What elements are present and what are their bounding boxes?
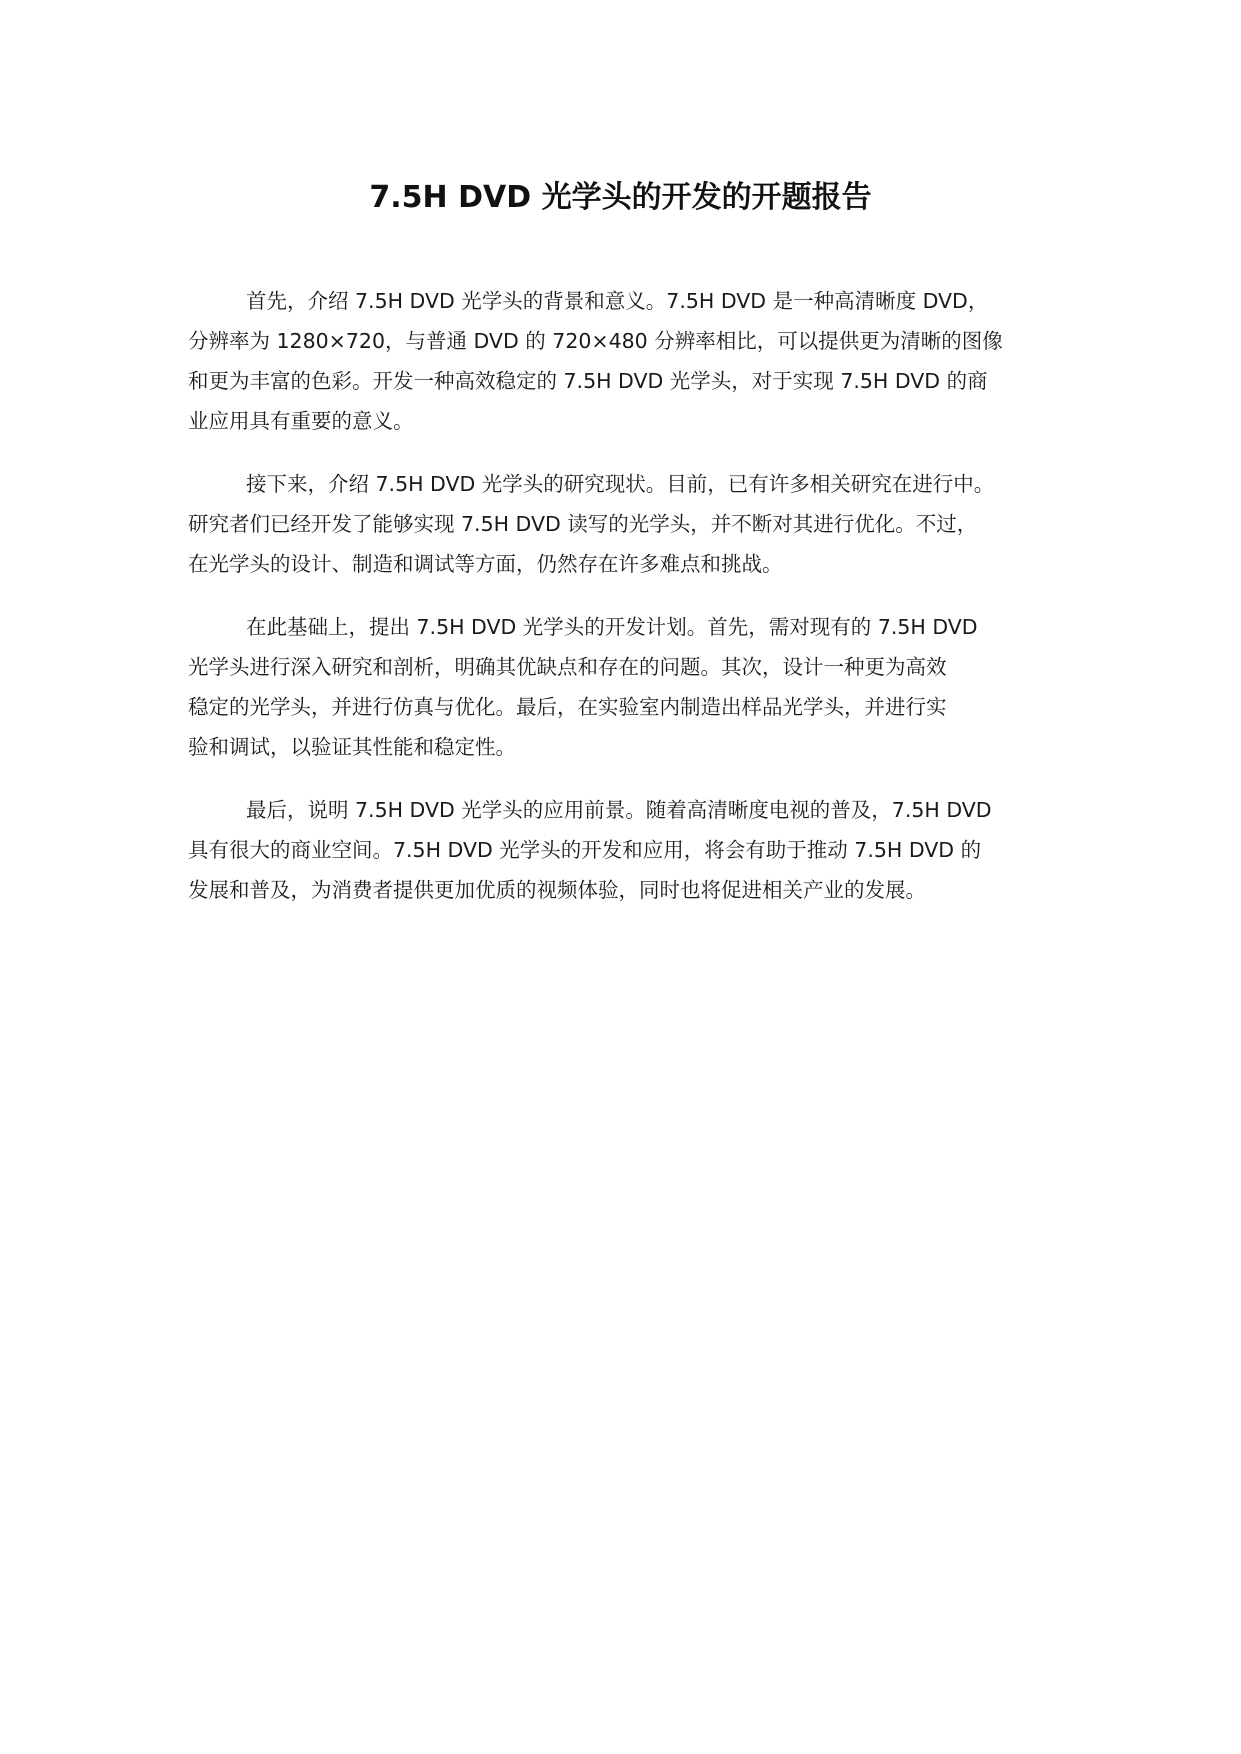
paragraph-development-plan — [188, 607, 1078, 767]
paragraph-background — [188, 281, 1078, 441]
paragraph-line: 和更为丰富的色彩。开发一种高效稳定的 7.5H DVD 光学头，对于实现 7.5H DVD 的商 — [188, 369, 988, 393]
paragraph-line: 验和调试，以验证其性能和稳定性。 — [188, 735, 516, 759]
paragraph-research-status — [188, 464, 1078, 584]
paragraph-line: 在光学头的设计、制造和调试等方面，仍然存在许多难点和挑战。 — [188, 552, 783, 576]
paragraph-line: 在此基础上，提出 7.5H DVD 光学头的开发计划。首先，需对现有的 7.5H DVD — [246, 615, 978, 639]
paragraph-line: 具有很大的商业空间。7.5H DVD 光学头的开发和应用，将会有助于推动 7.5H DVD 的 — [188, 838, 982, 862]
paragraph-line: 接下来，介绍 7.5H DVD 光学头的研究现状。目前，已有许多相关研究在进行中。 — [246, 472, 995, 496]
paragraph-line: 业应用具有重要的意义。 — [188, 409, 414, 433]
paragraph-line: 分辨率为 1280×720，与普通 DVD 的 720×480 分辨率相比，可以提供更为清晰的图像 — [188, 329, 1003, 353]
paragraph-line: 最后，说明 7.5H DVD 光学头的应用前景。随着高清晰度电视的普及，7.5H DVD — [246, 798, 992, 822]
paragraph-application-prospects — [188, 790, 1078, 910]
paragraph-line: 光学头进行深入研究和剖析，明确其优缺点和存在的问题。其次，设计一种更为高效 — [188, 655, 947, 679]
paragraph-line: 发展和普及，为消费者提供更加优质的视频体验，同时也将促进相关产业的发展。 — [188, 878, 926, 902]
paragraph-line: 稳定的光学头，并进行仿真与优化。最后，在实验室内制造出样品光学头，并进行实 — [188, 695, 947, 719]
paragraph-line: 研究者们已经开发了能够实现 7.5H DVD 读写的光学头，并不断对其进行优化。不过， — [188, 512, 978, 536]
document-body — [188, 281, 1078, 933]
document-title: 7.5H DVD 光学头的开发的开题报告 — [369, 180, 872, 215]
paragraph-line: 首先，介绍 7.5H DVD 光学头的背景和意义。7.5H DVD 是一种高清晰度 DVD， — [246, 289, 989, 313]
